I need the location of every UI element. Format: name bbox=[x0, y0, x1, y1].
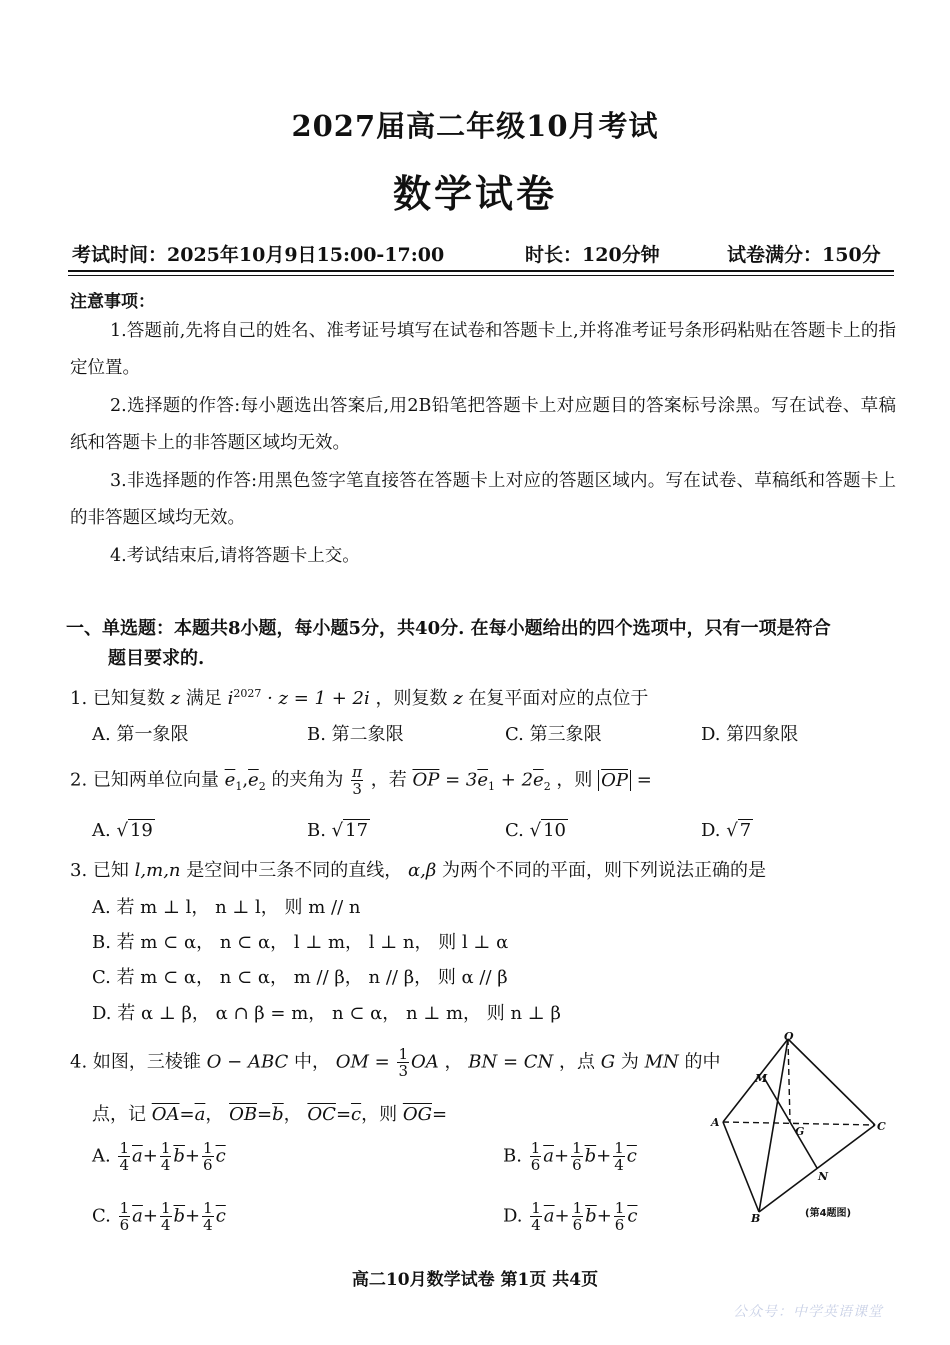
q1-option-a: A. 第一象限 bbox=[92, 724, 189, 745]
q3-text: 为两个不同的平面，则下列说法正确的是 bbox=[442, 860, 767, 881]
q1-text: 在复平面对应的点位于 bbox=[468, 688, 649, 709]
q4-equation: OM = bbox=[335, 1051, 390, 1073]
q4-option-a bbox=[92, 1140, 226, 1173]
numerator: π bbox=[352, 763, 363, 781]
denominator: 4 bbox=[203, 1216, 213, 1234]
section-1-line-2: 题目要求的. bbox=[108, 648, 205, 669]
q1-var-z: z bbox=[453, 688, 463, 709]
plus: + bbox=[554, 1205, 570, 1227]
exam-subtitle: 数学试卷 bbox=[392, 171, 557, 216]
numerator: 1 bbox=[572, 1139, 582, 1157]
label-n: N bbox=[818, 1170, 829, 1183]
option-label: B. bbox=[307, 820, 326, 841]
q1-option-b: B. 第二象限 bbox=[307, 724, 404, 745]
q1-text: ，则复数 bbox=[375, 688, 448, 709]
comma: , bbox=[242, 769, 249, 791]
radicand: 7 bbox=[739, 820, 752, 841]
equals: = bbox=[257, 1104, 273, 1125]
vector-b: $\overline{b}$ bbox=[173, 1145, 185, 1167]
label-b: B bbox=[751, 1212, 761, 1225]
vector-c: $\overline{c}$ bbox=[215, 1205, 226, 1227]
q2-text: 的夹角为 bbox=[271, 769, 344, 791]
numerator: 1 bbox=[119, 1139, 130, 1157]
subscript: 2 bbox=[258, 780, 266, 794]
fraction-one-third bbox=[397, 1046, 409, 1079]
vector-e2: $\overline{e}$ bbox=[533, 769, 544, 791]
question-number: 2. bbox=[70, 769, 88, 791]
subscript: 1 bbox=[488, 780, 496, 794]
denominator: 6 bbox=[530, 1156, 541, 1174]
label-o: O bbox=[784, 1030, 794, 1043]
question-4-stem-line-2 bbox=[92, 1100, 447, 1126]
vector-a: $\overline{a}$ bbox=[132, 1145, 143, 1167]
option-label: B. bbox=[503, 1145, 522, 1167]
fraction bbox=[571, 1140, 583, 1173]
plus: + bbox=[596, 1145, 612, 1167]
q1-equation: · z = 1 + 2i bbox=[267, 688, 370, 709]
option-label: C. bbox=[92, 1205, 111, 1227]
vector-b: $\overline{b}$ bbox=[584, 1145, 597, 1167]
vector-e1: $\overline{e}$ bbox=[224, 769, 236, 791]
q4-text: 为 bbox=[620, 1051, 639, 1073]
question-number: 1. bbox=[70, 688, 88, 709]
header-rule-thick bbox=[68, 270, 894, 272]
vector-oc: $\overline{OC}$ bbox=[307, 1104, 336, 1125]
denominator: 6 bbox=[614, 1216, 625, 1234]
option-label: A. bbox=[92, 820, 111, 841]
question-1-stem bbox=[70, 684, 648, 710]
equals: = bbox=[432, 1104, 448, 1125]
edge-bc bbox=[759, 1125, 875, 1212]
label-g: G bbox=[795, 1125, 805, 1138]
exam-title: 2027届高二年级10月考试 bbox=[291, 109, 659, 143]
plus: + bbox=[142, 1145, 158, 1167]
plus: + bbox=[142, 1205, 158, 1227]
vector-b: $\overline{b}$ bbox=[173, 1205, 186, 1227]
q3-text: 已知 bbox=[92, 860, 129, 881]
option-label: D. bbox=[503, 1205, 523, 1227]
plus: + bbox=[596, 1205, 612, 1227]
vector-oa: $\overline{OA}$ bbox=[151, 1104, 180, 1125]
vector-c: $\overline{c}$ bbox=[627, 1205, 638, 1227]
q1-option-c: C. 第三象限 bbox=[505, 724, 602, 745]
vector-e2: $\overline{e}$ bbox=[248, 769, 259, 791]
edge-ab bbox=[723, 1122, 759, 1212]
radicand: 10 bbox=[543, 820, 566, 841]
q4-equation: OA bbox=[411, 1051, 439, 1073]
q3-option-b: B. 若 m ⊂ α， n ⊂ α， l ⊥ m， l ⊥ n， 则 l ⊥ α bbox=[92, 932, 509, 953]
denominator: 4 bbox=[531, 1216, 541, 1234]
vector-c: $\overline{c}$ bbox=[626, 1145, 637, 1167]
vector-a: $\overline{a}$ bbox=[132, 1205, 143, 1227]
q3-lines: l,m,n bbox=[134, 860, 181, 881]
numerator: 1 bbox=[203, 1139, 213, 1157]
q2-option-d: D. √ 7 bbox=[701, 820, 752, 841]
fraction bbox=[202, 1200, 214, 1233]
edge-ob bbox=[759, 1039, 788, 1212]
subscript: 1 bbox=[235, 780, 243, 794]
numerator: 1 bbox=[614, 1139, 624, 1157]
q4-segment-mn: MN bbox=[644, 1051, 679, 1073]
segment-og-hidden bbox=[788, 1039, 790, 1122]
q2-text: ，若 bbox=[370, 769, 407, 791]
fraction bbox=[160, 1140, 172, 1173]
q1-exponent: 2027 bbox=[233, 687, 262, 700]
denominator: 4 bbox=[614, 1156, 624, 1174]
fraction-pi-over-3 bbox=[351, 764, 363, 797]
vector-b: $\overline{b}$ bbox=[272, 1104, 284, 1125]
vector-a: $\overline{a}$ bbox=[543, 1145, 554, 1167]
header-rule-thin bbox=[68, 275, 894, 276]
q4-option-b bbox=[503, 1140, 637, 1173]
notice-item-3: 3.非选择题的作答:用黑色签字笔直接答在答题卡上对应的答题区域内。写在试卷、草稿纸和答题卡上的非答题区域均无效。 bbox=[70, 471, 896, 528]
separator: ， bbox=[283, 1104, 302, 1125]
q2-option-c: C. √ 10 bbox=[505, 820, 566, 841]
question-number: 4. bbox=[70, 1051, 88, 1073]
numerator: 1 bbox=[614, 1199, 625, 1217]
section-1-line-1: 一、单选题：本题共8小题，每小题5分，共40分. 在每小题给出的四个选项中，只有一项是符合 bbox=[66, 618, 831, 639]
vector-op: $\overline{OP}$ bbox=[601, 769, 629, 791]
vector-b: $\overline{b}$ bbox=[585, 1205, 597, 1227]
q3-text: 是空间中三条不同的直线， bbox=[186, 860, 403, 881]
numerator: 1 bbox=[203, 1199, 213, 1217]
plus: + bbox=[185, 1205, 201, 1227]
vector-e1: $\overline{e}$ bbox=[477, 769, 489, 791]
exam-full-score: 试卷满分：150分 bbox=[727, 244, 881, 266]
magnitude-op bbox=[598, 770, 631, 791]
numerator: 1 bbox=[160, 1139, 171, 1157]
denominator: 3 bbox=[352, 780, 362, 798]
fraction bbox=[614, 1200, 626, 1233]
denominator: 4 bbox=[119, 1156, 130, 1174]
denominator: 6 bbox=[572, 1216, 583, 1234]
q4-text: ，则 bbox=[361, 1104, 398, 1125]
label-c: C bbox=[877, 1120, 886, 1133]
q1-var-z: z bbox=[170, 688, 181, 709]
exam-time: 考试时间：2025年10月9日15:00-17:00 bbox=[72, 244, 445, 266]
notice-item-4: 4.考试结束后,请将答题卡上交。 bbox=[110, 546, 360, 566]
q4-text: ， bbox=[444, 1051, 463, 1073]
vector-ob: $\overline{OB}$ bbox=[229, 1104, 258, 1125]
fraction bbox=[119, 1200, 131, 1233]
q2-equation: + 2 bbox=[500, 769, 534, 791]
q2-equation: = 3 bbox=[445, 769, 478, 791]
radicand: 19 bbox=[129, 820, 153, 841]
vector-a: $\overline{a}$ bbox=[543, 1205, 555, 1227]
fraction bbox=[530, 1200, 542, 1233]
fraction bbox=[530, 1140, 542, 1173]
denominator: 6 bbox=[119, 1216, 130, 1234]
q1-var-i: i bbox=[227, 688, 234, 709]
numerator: 1 bbox=[398, 1045, 409, 1063]
denominator: 4 bbox=[160, 1156, 171, 1174]
q1-option-d: D. 第四象限 bbox=[701, 724, 799, 745]
q3-option-d: D. 若 α ⊥ β， α ∩ β = m， n ⊂ α， n ⊥ m， 则 n ⊥ β bbox=[92, 1003, 561, 1024]
numerator: 1 bbox=[531, 1199, 541, 1217]
equals: = bbox=[179, 1104, 195, 1125]
equals: = bbox=[636, 769, 652, 791]
figure-caption: (第4题图) bbox=[805, 1208, 852, 1219]
numerator: 1 bbox=[572, 1199, 583, 1217]
q1-text: 满足 bbox=[185, 688, 222, 709]
q4-point-g: G bbox=[600, 1051, 616, 1073]
edge-oc bbox=[788, 1039, 875, 1125]
q3-option-c: C. 若 m ⊂ α， n ⊂ α， m // β， n // β， 则 α // β bbox=[92, 967, 508, 988]
denominator: 3 bbox=[398, 1062, 409, 1080]
question-4-stem-line-1 bbox=[70, 1046, 721, 1079]
question-2-stem bbox=[70, 764, 652, 797]
fraction bbox=[572, 1200, 584, 1233]
notice-item-1: 1.答题前,先将自己的姓名、准考证号填写在试卷和答题卡上,并将准考证号条形码粘贴在答题卡上的指定位置。 bbox=[70, 321, 896, 378]
q4-text: ，点 bbox=[559, 1051, 596, 1073]
separator: ， bbox=[205, 1104, 224, 1125]
notice-heading: 注意事项： bbox=[70, 292, 155, 312]
vector-og: $\overline{OG}$ bbox=[402, 1104, 432, 1125]
fraction bbox=[202, 1140, 214, 1173]
q4-equation: BN = CN bbox=[468, 1051, 554, 1073]
watermark: 公众号：中学英语课堂 bbox=[733, 1304, 883, 1320]
q3-planes: α,β bbox=[408, 860, 437, 881]
q2-text: ，则 bbox=[556, 769, 593, 791]
denominator: 4 bbox=[160, 1216, 171, 1234]
q4-option-c bbox=[92, 1200, 226, 1233]
q1-text: 已知复数 bbox=[92, 688, 165, 709]
question-number: 3. bbox=[70, 860, 88, 881]
vector-c: $\overline{c}$ bbox=[351, 1104, 362, 1125]
vector-a: $\overline{a}$ bbox=[194, 1104, 206, 1125]
q4-text: 的中 bbox=[684, 1051, 721, 1073]
q2-text: 已知两单位向量 bbox=[92, 769, 219, 791]
plus: + bbox=[184, 1145, 201, 1167]
q4-pyramid-figure bbox=[705, 1030, 895, 1225]
option-label: A. bbox=[92, 1145, 111, 1167]
notice-item-2: 2.选择题的作答:每小题选出答案后,用2B铅笔把答题卡上对应题目的答案标号涂黑。写在试卷、草稿纸和答题卡上的非答题区域均无效。 bbox=[70, 396, 896, 453]
q4-text: 如图，三棱锥 bbox=[92, 1051, 201, 1073]
subscript: 2 bbox=[543, 780, 551, 794]
q2-option-b: B. √ 17 bbox=[307, 820, 369, 841]
vector-op: $\overline{OP}$ bbox=[412, 769, 440, 791]
q2-option-a: A. √ 19 bbox=[92, 820, 153, 841]
label-a: A bbox=[711, 1116, 720, 1129]
fraction bbox=[613, 1140, 625, 1173]
numerator: 1 bbox=[119, 1199, 130, 1217]
q4-text: 中， bbox=[294, 1051, 331, 1073]
fraction bbox=[118, 1140, 130, 1173]
question-3-stem bbox=[70, 856, 766, 882]
option-label: C. bbox=[505, 820, 524, 841]
equals: = bbox=[335, 1104, 352, 1125]
numerator: 1 bbox=[530, 1139, 541, 1157]
q4-option-d bbox=[503, 1200, 637, 1233]
radicand: 17 bbox=[345, 820, 369, 841]
plus: + bbox=[553, 1145, 570, 1167]
q4-text: 点，记 bbox=[92, 1104, 146, 1125]
page-footer: 高二10月数学试卷 第1页 共4页 bbox=[351, 1270, 599, 1290]
q3-option-a: A. 若 m ⊥ l， n ⊥ l， 则 m // n bbox=[92, 897, 361, 918]
denominator: 6 bbox=[572, 1156, 582, 1174]
label-m: M bbox=[755, 1072, 768, 1085]
option-label: D. bbox=[701, 820, 721, 841]
vector-c: $\overline{c}$ bbox=[215, 1145, 226, 1167]
numerator: 1 bbox=[160, 1199, 171, 1217]
fraction bbox=[160, 1200, 172, 1233]
denominator: 6 bbox=[203, 1156, 213, 1174]
exam-duration: 时长：120分钟 bbox=[525, 244, 660, 266]
q4-pyramid: O − ABC bbox=[206, 1051, 289, 1073]
section-1-heading bbox=[66, 614, 896, 674]
